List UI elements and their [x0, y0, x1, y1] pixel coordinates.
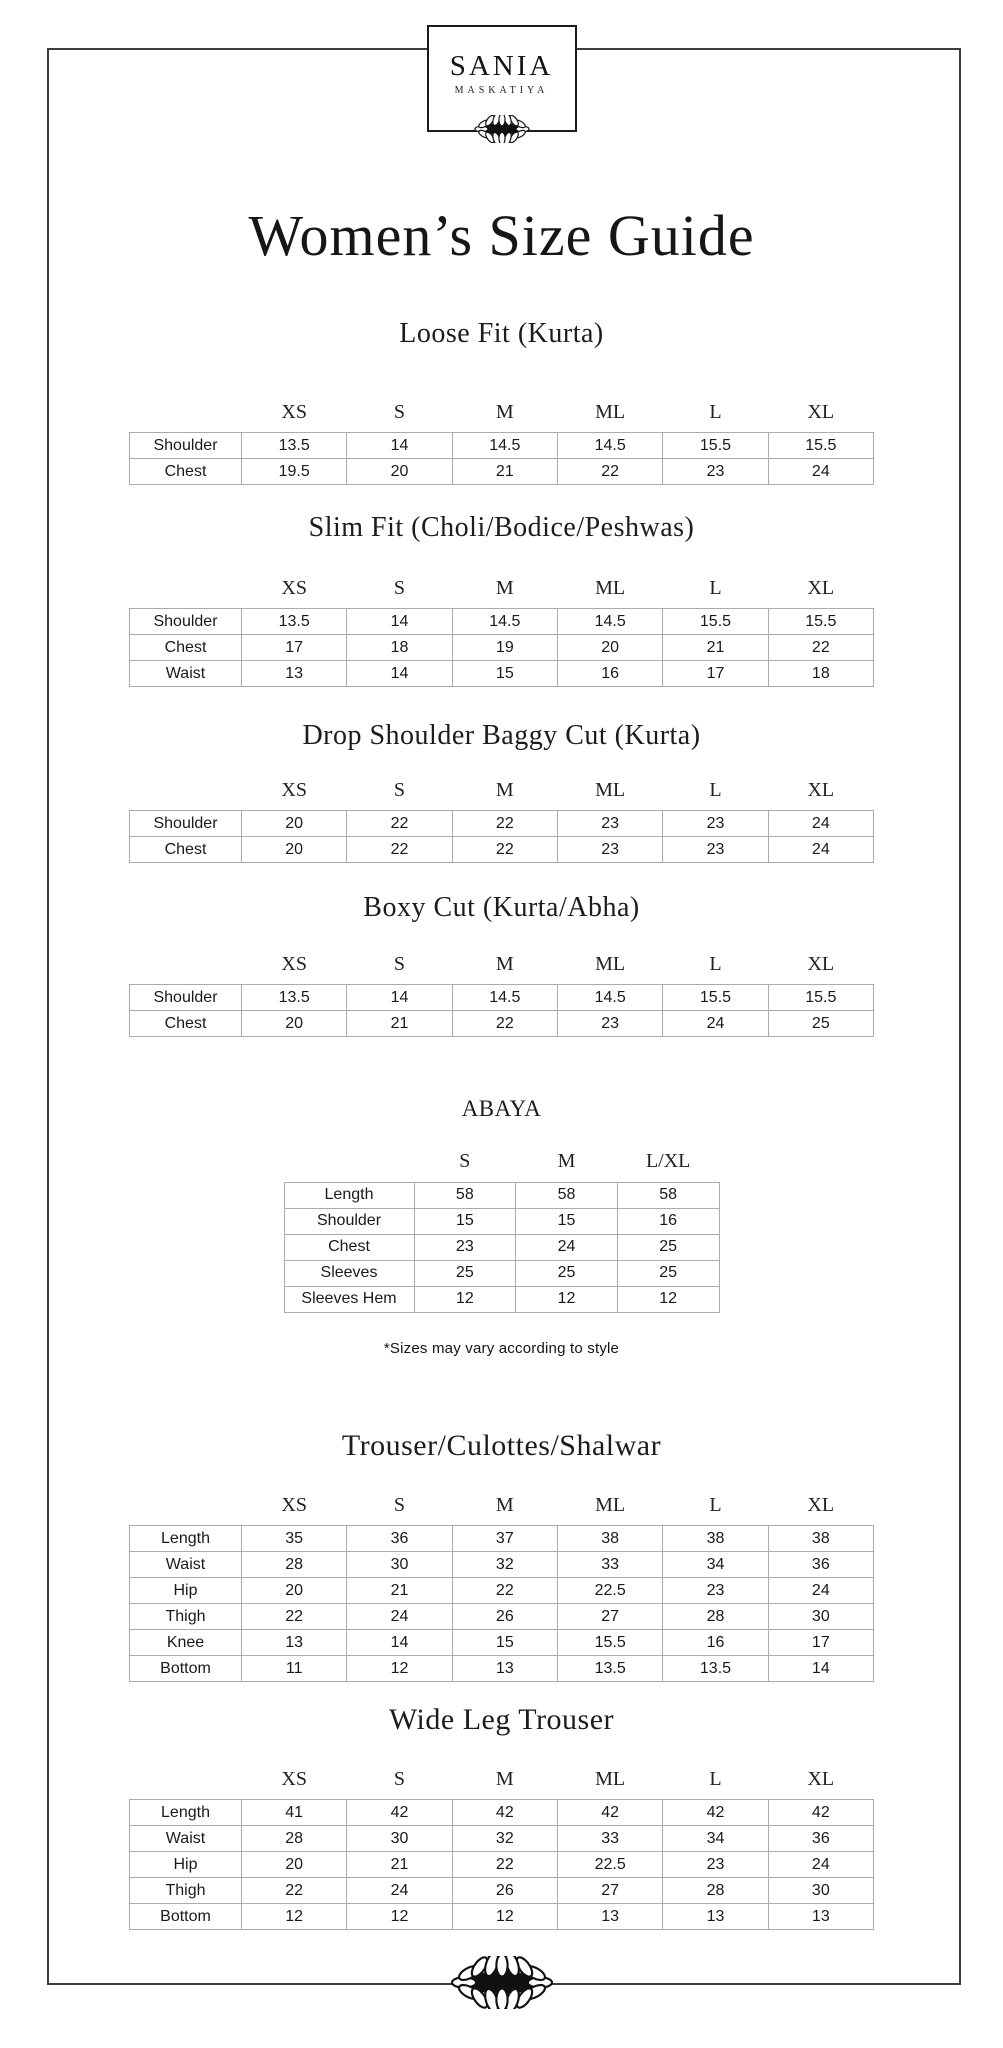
size-column-header: L [709, 576, 722, 599]
brand-name: SANIA [449, 50, 554, 82]
measurement-label: Thigh [130, 1604, 242, 1630]
table-row [284, 1182, 719, 1208]
size-value: 15.5 [663, 433, 768, 459]
size-value: 58 [617, 1182, 719, 1208]
measurement-label: Shoulder [130, 609, 242, 635]
size-value: 25 [516, 1260, 618, 1286]
table-row [284, 1286, 719, 1312]
size-value: 36 [768, 1552, 873, 1578]
table-row [130, 1011, 874, 1037]
size-value: 18 [347, 635, 452, 661]
size-column-header: ML [595, 400, 626, 423]
size-value: 33 [557, 1552, 662, 1578]
size-column-header: S [393, 1767, 406, 1790]
size-column-header: ML [595, 778, 626, 801]
table-row [130, 1904, 874, 1930]
measurement-label: Waist [130, 661, 242, 687]
section-title: Wide Leg Trouser [388, 1703, 615, 1736]
size-column-header: L [709, 778, 722, 801]
size-value: 13 [557, 1904, 662, 1930]
size-value: 25 [617, 1234, 719, 1260]
size-value: 19 [452, 635, 557, 661]
table-row [130, 609, 874, 635]
size-value: 28 [663, 1604, 768, 1630]
size-value: 20 [242, 837, 347, 863]
size-value: 28 [242, 1826, 347, 1852]
section-trouser-culottes-shalwar [0, 1426, 1003, 1682]
size-value: 38 [768, 1526, 873, 1552]
measurement-label: Shoulder [130, 985, 242, 1011]
size-value: 19.5 [242, 459, 347, 485]
size-value: 27 [557, 1878, 662, 1904]
measurement-label: Knee [130, 1630, 242, 1656]
size-value: 23 [557, 1011, 662, 1037]
size-table [129, 774, 874, 863]
size-value: 42 [452, 1800, 557, 1826]
size-value: 23 [557, 837, 662, 863]
size-value: 23 [663, 837, 768, 863]
size-value: 58 [516, 1182, 618, 1208]
size-value: 33 [557, 1826, 662, 1852]
size-value: 17 [663, 661, 768, 687]
size-table [129, 396, 874, 485]
size-column-header: S [459, 1150, 471, 1173]
table-row [130, 811, 874, 837]
size-value: 17 [768, 1630, 873, 1656]
size-column-header: XL [807, 1767, 835, 1790]
size-value: 22 [242, 1878, 347, 1904]
size-column-header: XS [281, 1767, 307, 1790]
size-column-header: M [495, 1767, 514, 1790]
size-value: 25 [414, 1260, 516, 1286]
sizes-note: *Sizes may vary according to style [383, 1340, 620, 1357]
size-value: 15.5 [663, 609, 768, 635]
size-value: 28 [242, 1552, 347, 1578]
size-value: 22.5 [557, 1578, 662, 1604]
measurement-label: Chest [130, 1011, 242, 1037]
size-column-header: ML [595, 1767, 626, 1790]
measurement-label: Hip [130, 1852, 242, 1878]
size-value: 37 [452, 1526, 557, 1552]
section-loose-fit-kurta [0, 316, 1003, 485]
size-value: 15 [516, 1208, 618, 1234]
table-row [130, 459, 874, 485]
table-corner-cell [130, 396, 242, 433]
size-value: 21 [663, 635, 768, 661]
size-value: 22 [242, 1604, 347, 1630]
size-column-header: XS [281, 952, 307, 975]
size-value: 20 [242, 1011, 347, 1037]
size-column-header: L [709, 1493, 722, 1516]
measurement-label: Bottom [130, 1656, 242, 1682]
size-column-header: S [393, 576, 406, 599]
size-column-header: M [495, 778, 514, 801]
size-value: 22 [347, 837, 452, 863]
size-value: 22 [768, 635, 873, 661]
section-drop-shoulder-baggy-cut-kurta [0, 718, 1003, 863]
size-value: 22 [557, 459, 662, 485]
size-value: 22 [452, 1578, 557, 1604]
size-value: 36 [768, 1826, 873, 1852]
size-column-header: XS [281, 778, 307, 801]
size-value: 21 [347, 1852, 452, 1878]
size-table [129, 1489, 874, 1682]
table-row [130, 1800, 874, 1826]
measurement-label: Length [130, 1800, 242, 1826]
size-column-header: XL [807, 778, 835, 801]
brand-subtitle: MASKATIYA [454, 85, 549, 96]
size-value: 13 [242, 661, 347, 687]
size-value: 24 [768, 811, 873, 837]
size-value: 14.5 [452, 609, 557, 635]
size-value: 22 [452, 811, 557, 837]
size-value: 14 [768, 1656, 873, 1682]
size-value: 20 [347, 459, 452, 485]
size-value: 30 [768, 1878, 873, 1904]
size-value: 20 [242, 1578, 347, 1604]
table-corner-cell [130, 774, 242, 811]
table-row [130, 1878, 874, 1904]
size-value: 36 [347, 1526, 452, 1552]
table-row [130, 635, 874, 661]
table-row [130, 1852, 874, 1878]
size-value: 22.5 [557, 1852, 662, 1878]
size-value: 28 [663, 1878, 768, 1904]
measurement-label: Waist [130, 1552, 242, 1578]
size-value: 13.5 [242, 985, 347, 1011]
size-value: 42 [557, 1800, 662, 1826]
size-value: 12 [414, 1286, 516, 1312]
size-value: 32 [452, 1552, 557, 1578]
size-column-header: XL [807, 576, 835, 599]
table-row [130, 1630, 874, 1656]
size-value: 16 [557, 661, 662, 687]
size-value: 27 [557, 1604, 662, 1630]
size-value: 16 [663, 1630, 768, 1656]
size-value: 23 [557, 811, 662, 837]
size-value: 21 [347, 1011, 452, 1037]
brand-logo [427, 25, 577, 132]
table-row [130, 433, 874, 459]
size-value: 26 [452, 1604, 557, 1630]
size-column-header: XL [807, 1493, 835, 1516]
size-value: 20 [242, 811, 347, 837]
size-value: 12 [347, 1656, 452, 1682]
size-value: 26 [452, 1878, 557, 1904]
section-title: ABAYA [461, 1096, 542, 1121]
measurement-label: Shoulder [130, 433, 242, 459]
size-value: 58 [414, 1182, 516, 1208]
size-column-header: XL [807, 400, 835, 423]
size-value: 15 [452, 661, 557, 687]
measurement-label: Hip [130, 1578, 242, 1604]
size-value: 15.5 [768, 609, 873, 635]
section-title: Trouser/Culottes/Shalwar [341, 1429, 662, 1462]
size-value: 14 [347, 985, 452, 1011]
size-value: 14.5 [557, 433, 662, 459]
size-value: 32 [452, 1826, 557, 1852]
table-row [130, 1578, 874, 1604]
size-value: 41 [242, 1800, 347, 1826]
size-column-header: ML [595, 952, 626, 975]
size-value: 13 [768, 1904, 873, 1930]
size-value: 12 [242, 1904, 347, 1930]
size-value: 15.5 [663, 985, 768, 1011]
size-value: 24 [347, 1878, 452, 1904]
size-value: 17 [242, 635, 347, 661]
size-value: 14 [347, 609, 452, 635]
size-column-header: M [495, 576, 514, 599]
size-value: 42 [768, 1800, 873, 1826]
measurement-label: Shoulder [130, 811, 242, 837]
section-slim-fit-choli-bodice-peshwas [0, 510, 1003, 687]
size-value: 24 [768, 1852, 873, 1878]
size-value: 12 [617, 1286, 719, 1312]
size-value: 24 [768, 459, 873, 485]
size-column-header: ML [595, 576, 626, 599]
size-table [129, 948, 874, 1037]
size-table [284, 1146, 720, 1313]
measurement-label: Chest [130, 459, 242, 485]
section-title: Drop Shoulder Baggy Cut (Kurta) [302, 720, 701, 751]
size-value: 30 [347, 1552, 452, 1578]
size-value: 15 [414, 1208, 516, 1234]
size-value: 42 [663, 1800, 768, 1826]
measurement-label: Chest [130, 837, 242, 863]
size-value: 38 [663, 1526, 768, 1552]
table-row [284, 1260, 719, 1286]
measurement-label: Sleeves Hem [284, 1286, 414, 1312]
size-column-header: S [393, 1493, 406, 1516]
size-column-header: M [495, 400, 514, 423]
size-column-header: L [709, 1767, 722, 1790]
size-value: 14.5 [557, 609, 662, 635]
size-column-header: M [495, 952, 514, 975]
size-column-header: ML [595, 1493, 626, 1516]
table-corner-cell [130, 1489, 242, 1526]
size-table [129, 1763, 874, 1930]
size-value: 12 [347, 1904, 452, 1930]
table-row [130, 985, 874, 1011]
size-value: 30 [768, 1604, 873, 1630]
size-value: 22 [347, 811, 452, 837]
size-value: 35 [242, 1526, 347, 1552]
size-value: 20 [242, 1852, 347, 1878]
measurement-label: Chest [130, 635, 242, 661]
measurement-label: Length [284, 1182, 414, 1208]
size-value: 14 [347, 433, 452, 459]
size-value: 25 [768, 1011, 873, 1037]
size-column-header: S [393, 778, 406, 801]
measurement-label: Thigh [130, 1878, 242, 1904]
size-column-header: XS [281, 400, 307, 423]
measurement-label: Chest [284, 1234, 414, 1260]
size-value: 24 [768, 837, 873, 863]
size-value: 34 [663, 1826, 768, 1852]
size-value: 23 [663, 811, 768, 837]
size-value: 16 [617, 1208, 719, 1234]
section-boxy-cut-kurta-abha [0, 890, 1003, 1037]
section-title: Slim Fit (Choli/Bodice/Peshwas) [308, 512, 695, 543]
size-value: 23 [663, 459, 768, 485]
size-value: 11 [242, 1656, 347, 1682]
size-value: 38 [557, 1526, 662, 1552]
table-corner-cell [284, 1146, 414, 1183]
measurement-label: Sleeves [284, 1260, 414, 1286]
size-column-header: XL [807, 952, 835, 975]
size-column-header: XS [281, 576, 307, 599]
page-title: Women’s Size Guide [248, 203, 755, 268]
size-value: 21 [452, 459, 557, 485]
size-value: 13 [242, 1630, 347, 1656]
size-value: 13.5 [663, 1656, 768, 1682]
table-row [130, 1552, 874, 1578]
size-column-header: L/XL [645, 1150, 691, 1173]
table-row [130, 1604, 874, 1630]
size-value: 23 [663, 1852, 768, 1878]
size-value: 15 [452, 1630, 557, 1656]
size-column-header: M [557, 1150, 576, 1173]
size-value: 18 [768, 661, 873, 687]
table-corner-cell [130, 572, 242, 609]
size-column-header: M [495, 1493, 514, 1516]
table-corner-cell [130, 1763, 242, 1800]
size-value: 22 [452, 1011, 557, 1037]
size-value: 13 [452, 1656, 557, 1682]
table-row [130, 1526, 874, 1552]
size-column-header: L [709, 400, 722, 423]
size-column-header: XS [281, 1493, 307, 1516]
size-value: 30 [347, 1826, 452, 1852]
section-title: Boxy Cut (Kurta/Abha) [363, 892, 640, 923]
section-wide-leg-trouser [0, 1700, 1003, 1930]
table-row [130, 1826, 874, 1852]
size-value: 23 [663, 1578, 768, 1604]
size-value: 22 [452, 837, 557, 863]
size-value: 14 [347, 1630, 452, 1656]
measurement-label: Length [130, 1526, 242, 1552]
size-value: 13.5 [242, 609, 347, 635]
measurement-label: Shoulder [284, 1208, 414, 1234]
size-value: 15.5 [768, 985, 873, 1011]
table-row [284, 1234, 719, 1260]
measurement-label: Waist [130, 1826, 242, 1852]
size-column-header: S [393, 952, 406, 975]
size-table [129, 572, 874, 687]
size-value: 24 [516, 1234, 618, 1260]
laurel-icon [433, 1956, 571, 2009]
size-column-header: S [393, 400, 406, 423]
size-value: 14.5 [557, 985, 662, 1011]
size-value: 15.5 [768, 433, 873, 459]
size-value: 13.5 [557, 1656, 662, 1682]
size-value: 34 [663, 1552, 768, 1578]
size-value: 23 [414, 1234, 516, 1260]
size-column-header: L [709, 952, 722, 975]
size-value: 14.5 [452, 433, 557, 459]
size-value: 13 [663, 1904, 768, 1930]
size-value: 13.5 [242, 433, 347, 459]
size-value: 20 [557, 635, 662, 661]
table-corner-cell [130, 948, 242, 985]
size-value: 22 [452, 1852, 557, 1878]
size-value: 15.5 [557, 1630, 662, 1656]
size-value: 21 [347, 1578, 452, 1604]
size-value: 14.5 [452, 985, 557, 1011]
table-row [130, 837, 874, 863]
size-value: 12 [516, 1286, 618, 1312]
size-value: 24 [663, 1011, 768, 1037]
size-value: 24 [768, 1578, 873, 1604]
table-row [284, 1208, 719, 1234]
size-value: 24 [347, 1604, 452, 1630]
size-value: 12 [452, 1904, 557, 1930]
measurement-label: Bottom [130, 1904, 242, 1930]
table-row [130, 1656, 874, 1682]
section-title: Loose Fit (Kurta) [399, 318, 604, 349]
size-value: 42 [347, 1800, 452, 1826]
size-value: 14 [347, 661, 452, 687]
size-value: 25 [617, 1260, 719, 1286]
laurel-icon [464, 115, 540, 143]
section-abaya [0, 1094, 1003, 1313]
table-row [130, 661, 874, 687]
